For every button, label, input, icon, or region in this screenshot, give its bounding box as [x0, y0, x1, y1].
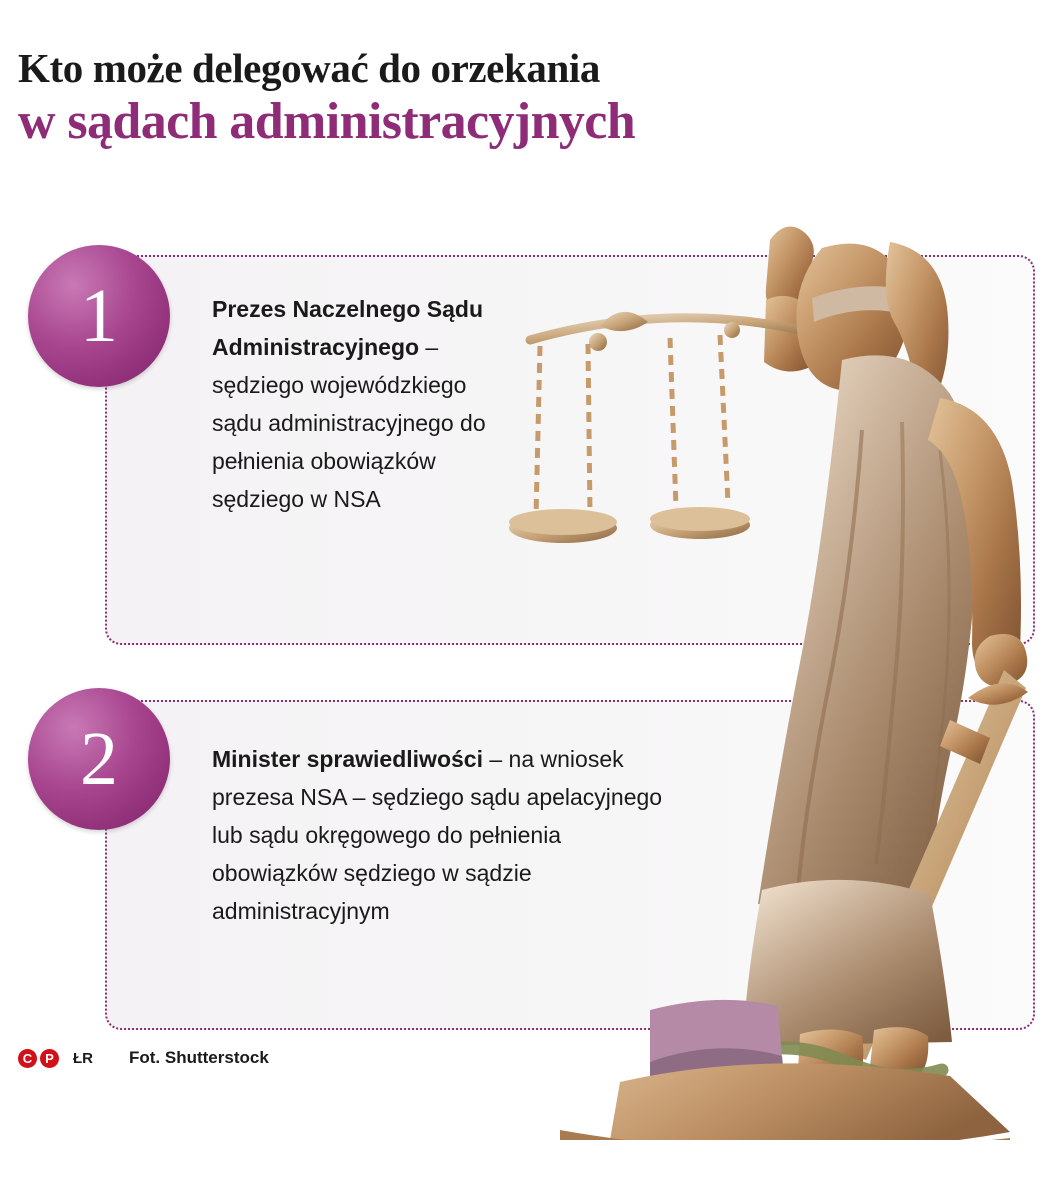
item-lead-2: Minister sprawiedliwości	[212, 746, 483, 772]
page-title	[18, 45, 1028, 151]
item-number-badge-1: 1	[28, 245, 170, 387]
footer	[18, 1048, 269, 1068]
item-body-1: – sędziego wojewódzkiego sądu administracyjnego do pełnienia obowiązków sędziego w NSA	[212, 334, 486, 512]
photo-credit: Fot. Shutterstock	[129, 1048, 269, 1067]
item-body-2: – na wniosek prezesa NSA – sędziego sądu apelacyjnego lub sądu okręgowego do pełnienia obowiązków sędziego w sądzie administracyjnym	[212, 746, 663, 924]
copyright-mark-c: C	[18, 1049, 37, 1068]
page-title-line-2: w sądach administracyjnych	[18, 93, 636, 150]
copyright-mark-p: P	[40, 1049, 59, 1068]
author-initials: ŁR	[73, 1049, 93, 1067]
item-lead-1: Prezes Naczelnego Sądu Administracyjnego	[212, 296, 483, 360]
page-title-line-1: Kto może delegować do orzekania	[18, 45, 600, 91]
item-text-2	[212, 740, 682, 930]
item-text-1	[212, 290, 512, 518]
item-number-badge-2: 2	[28, 688, 170, 830]
copyright-icon	[18, 1049, 59, 1068]
